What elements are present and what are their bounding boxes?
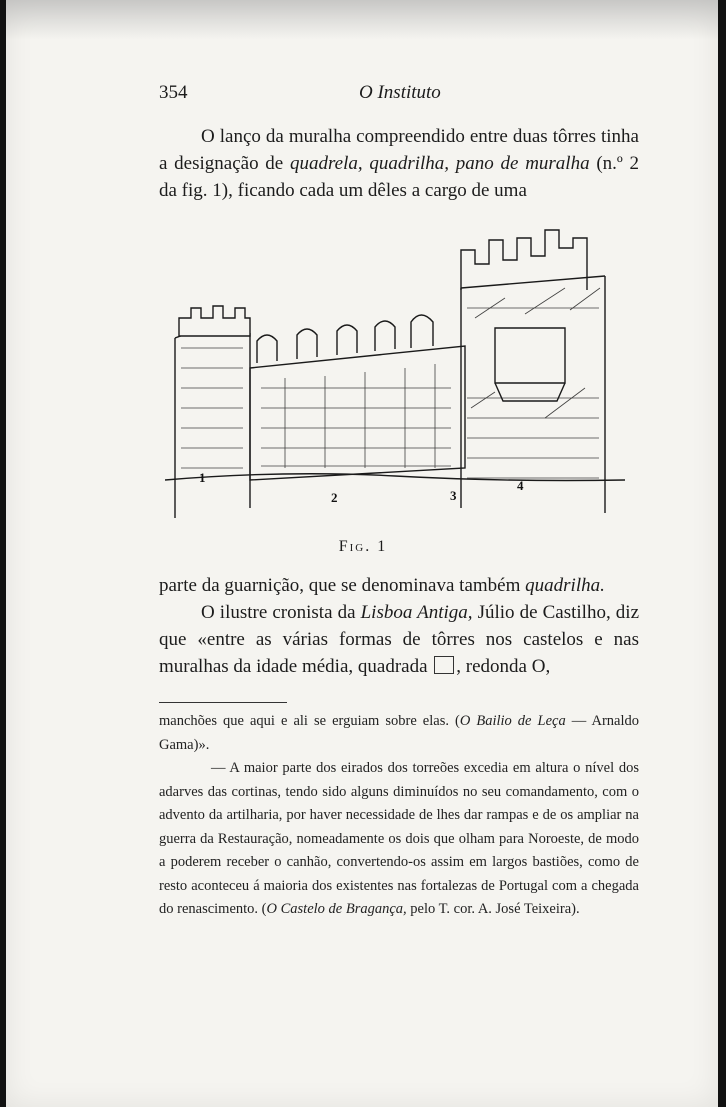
scan-smudge	[6, 0, 718, 40]
fn1-text-2: — Arnaldo Gama)».	[159, 713, 639, 753]
page-header	[159, 82, 637, 106]
castle-wall-illustration	[165, 218, 625, 530]
p2-text-4: , redonda O,	[456, 656, 551, 677]
footnote-2	[159, 757, 639, 922]
figure-label-3: 3	[450, 488, 457, 503]
fn2-text-2: pelo T. cor. A. José Teixeira).	[406, 901, 580, 917]
footnote-1	[159, 710, 639, 757]
page-number: 354	[159, 82, 188, 103]
figure-label-4: 4	[517, 478, 524, 493]
figure-label-1: 1	[199, 470, 206, 485]
p1-italic-2: quadrilha,	[369, 153, 450, 174]
figure-label-2: 2	[331, 490, 338, 505]
p2-text-1: parte da guarnição, que se denominava também	[159, 575, 526, 596]
p2-italic-2: Lisboa Antiga,	[360, 602, 473, 623]
square-symbol-icon	[434, 656, 454, 674]
footnote-separator	[159, 702, 287, 703]
paragraph-2	[159, 572, 639, 680]
p1-italic-1: quadrela,	[289, 153, 363, 174]
fn1-text-1: manchões que aqui e ali se erguiam sobre elas. (	[159, 713, 460, 729]
paragraph-1	[159, 123, 639, 204]
fn1-italic: O Bailio de Leça	[459, 713, 566, 729]
figure-caption: Fig. 1	[338, 538, 388, 555]
p1-text-2: (n.º 2 da fig. 1), ficando cada um dêles a cargo de uma	[159, 153, 640, 201]
p1-italic-3: pano de muralha	[455, 153, 590, 174]
p2-text-2: O ilustre cronista da	[201, 602, 361, 623]
fn2-text-1: — A maior parte dos eirados dos torreões excedia em altura o nível dos adarves das cortinas, tendo sido alguns diminuídos no seu comandamento, com o advento da artilharia, por haver necessidade de lhes dar rampas e de os ampliar na guerra da Restauração, nomeadamente os dois que olham para Noroeste, de modo a poderem receber o canhão, convertendo-os assim em largos bastiões, como de resto aconteceu á maioria dos existentes nas fortalezas de Portugal com a chegada do renascimento. (	[159, 760, 639, 917]
p2-italic-1: quadrilha.	[525, 575, 605, 596]
running-title: O Instituto	[359, 82, 441, 103]
p1-text-1: O lanço da muralha compreendido entre duas tôrres tinha a designação de	[159, 126, 639, 174]
p2-text-3: Júlio de Castilho, diz que «entre as várias formas de tôrres nos castelos e nas muralhas da idade média, quadrada	[159, 602, 639, 677]
fn2-italic: O Castelo de Bragança,	[266, 901, 407, 917]
